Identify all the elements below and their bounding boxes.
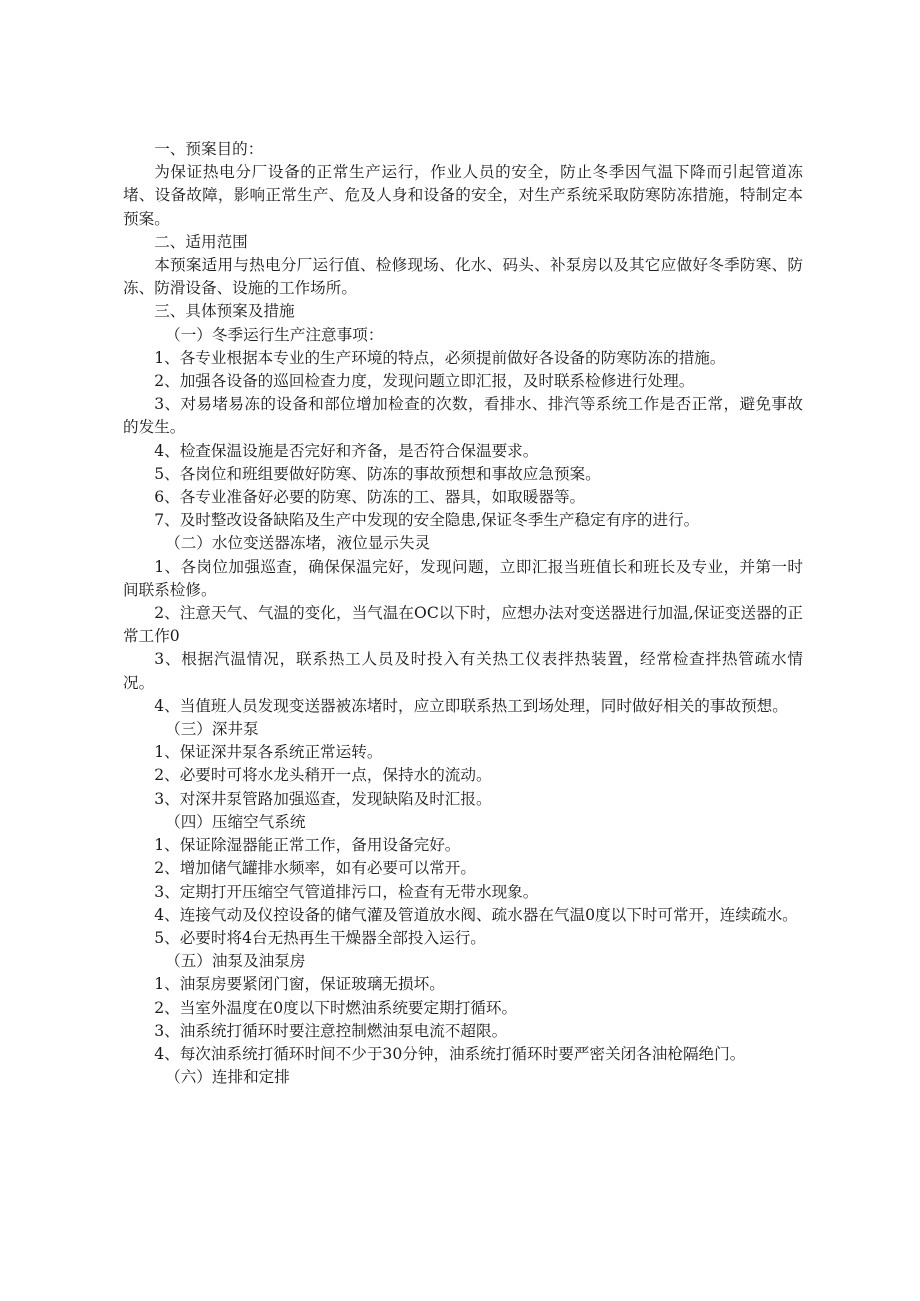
list-item: 2、加强各设备的巡回检查力度，发现问题立即汇报，及时联系检修进行处理。	[154, 372, 695, 391]
list-item: 6、各专业准备好必要的防寒、防冻的工、器具，如取暖器等。	[154, 488, 586, 507]
list-item: 4、每次油系统打循环时间不少于30分钟，油系统打循环时要严密关闭各油枪隔绝门。	[154, 1044, 746, 1063]
list-item: 3、对深井泵管路加强巡查，发现缺陷及时汇报。	[154, 789, 492, 808]
list-item: 5、各岗位和班组要做好防寒、防冻的事故预想和事故应急预案。	[154, 464, 601, 483]
list-item: 7、及时整改设备缺陷及生产中发现的安全隐患,保证冬季生产稳定有序的进行。	[154, 511, 700, 530]
list-item: 1、各岗位加强巡查，确保保温完好，发现问题，立即汇报当班值长和班长及专业，并第一时间联系检修。	[123, 557, 803, 599]
list-item: 3、定期打开压缩空气管道排污口，检查有无带水现象。	[154, 882, 539, 901]
list-item: 3、根据汽温情况，联系热工人员及时投入有关热工仪表拌热装置，经常检查拌热管疏水情况。	[123, 650, 803, 692]
section-heading-measures: 三、具体预案及措施	[154, 302, 295, 321]
list-item: 1、保证深井泵各系统正常运转。	[154, 743, 383, 762]
list-item: 2、当室外温度在0度以下时燃油系统要定期打循环。	[154, 998, 518, 1017]
section-heading-purpose: 一、预案目的：	[154, 140, 264, 158]
subsection-heading-oil-pump: （五）油泵及油泵房	[165, 952, 306, 971]
subsection-heading-level-transmitter: （二）水位变送器冻堵，液位显示失灵	[165, 534, 431, 553]
paragraph-purpose: 为保证热电分厂设备的正常生产运行，作业人员的安全，防止冬季因气温下降而引起管道冻堵、设备故障，影响正常生产、危及人身和设备的安全，对生产系统采取防寒防冻措施，特制定本预案。	[123, 163, 803, 228]
list-item: 4、连接气动及仪控设备的储气灌及管道放水阀、疏水器在气温0度以下时可常开，连续疏水。	[154, 905, 798, 924]
list-item: 2、增加储气罐排水频率，如有必要可以常开。	[154, 859, 476, 878]
list-item: 2、注意天气、气温的变化，当气温在OC以下时，应想办法对变送器进行加温,保证变送器的正常工作0	[123, 604, 803, 646]
list-item: 5、必要时将4台无热再生干燥器全部投入运行。	[154, 928, 486, 947]
section-heading-scope: 二、适用范围	[154, 232, 248, 251]
paragraph-scope: 本预案适用与热电分厂运行值、检修现场、化水、码头、补泵房以及其它应做好冬季防寒、防冻、防滑设备、设施的工作场所。	[123, 256, 803, 298]
list-item: 4、当值班人员发现变送器被冻堵时，应立即联系热工到场处理，同时做好相关的事故预想。	[154, 696, 788, 715]
list-item: 3、对易堵易冻的设备和部位增加检查的次数，看排水、排汽等系统工作是否正常，避免事故的发生。	[123, 395, 803, 437]
list-item: 3、油系统打循环时要注意控制燃油泵电流不超限。	[154, 1021, 508, 1040]
list-item: 2、必要时可将水龙头稍开一点，保持水的流动。	[154, 766, 492, 785]
list-item: 1、各专业根据本专业的生产环境的特点，必须提前做好各设备的防寒防冻的措施。	[154, 348, 726, 367]
subsection-heading-winter-operation: （一）冬季运行生产注意事项：	[165, 325, 384, 344]
list-item: 1、油泵房要紧闭门窗，保证玻璃无损坏。	[154, 975, 445, 994]
list-item: 1、保证除湿器能正常工作，备用设备完好。	[154, 836, 461, 855]
subsection-heading-compressed-air: （四）压缩空气系统	[165, 812, 306, 831]
subsection-heading-blowdown: （六）连排和定排	[165, 1068, 290, 1087]
subsection-heading-deep-well-pump: （三）深井泵	[165, 720, 259, 739]
document-body	[123, 138, 803, 1089]
list-item: 4、检查保温设施是否完好和齐备，是否符合保温要求。	[154, 441, 539, 460]
